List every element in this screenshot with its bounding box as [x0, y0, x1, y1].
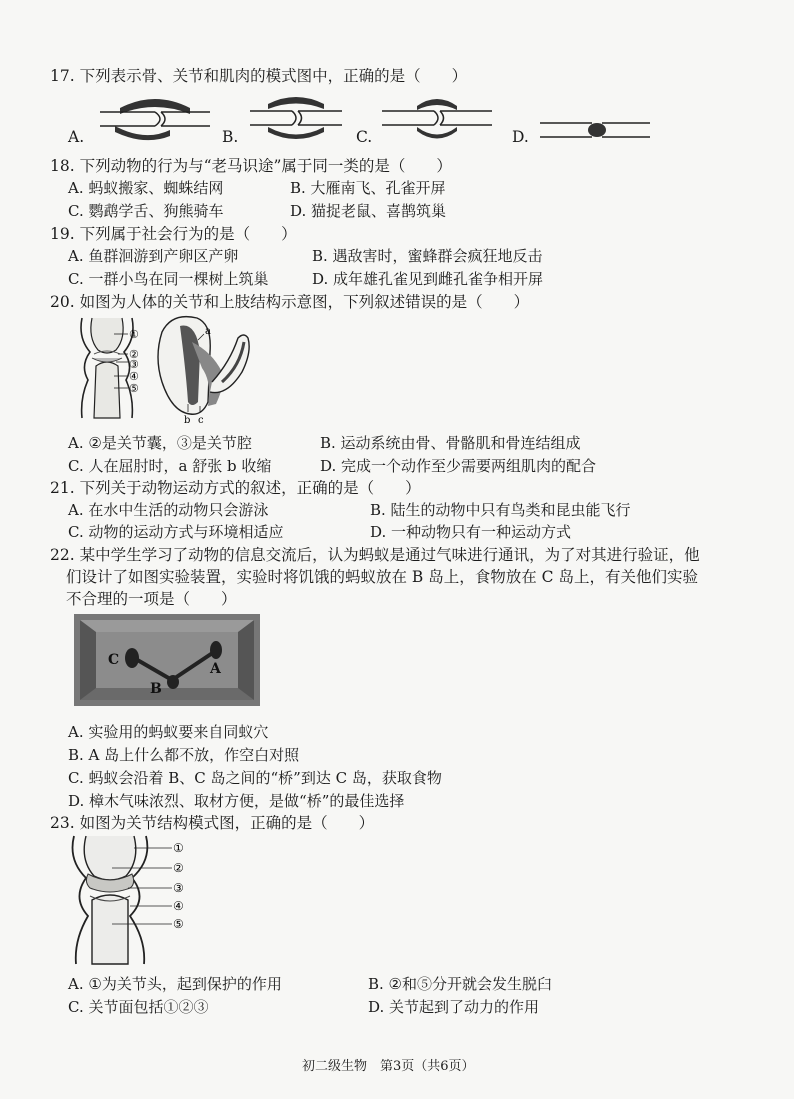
q20-mark-b: b [184, 415, 191, 426]
q18-option-b: B. 大雁南飞、孔雀开屏 [290, 179, 446, 197]
q23-mark-1: ① [173, 841, 184, 855]
q23-joint-figure [66, 836, 188, 964]
q22-ant-apparatus-figure [74, 614, 260, 706]
q22-stem-line2: 们设计了如图实验装置，实验时将饥饿的蚂蚁放在 B 岛上，食物放在 C 岛上，有关他们实验 [66, 568, 698, 586]
q20-arm-figure [152, 312, 262, 424]
q19-option-b: B. 遇敌害时，蜜蜂群会疯狂地反击 [312, 247, 543, 265]
q23-option-a: A. ①为关节头，起到保护的作用 [68, 975, 282, 993]
q23-option-d: D. 关节起到了动力的作用 [368, 998, 540, 1016]
q17-option-b-label: B. [222, 128, 239, 146]
q21-option-c: C. 动物的运动方式与环境相适应 [68, 523, 284, 541]
q20-mark-5: ⑤ [129, 382, 139, 395]
q21-option-a: A. 在水中生活的动物只会游泳 [68, 501, 269, 519]
q17-figure-a [95, 90, 215, 146]
q22-option-d: D. 樟木气味浓烈、取材方便，是做“桥”的最佳选择 [68, 792, 405, 810]
q20-option-b: B. 运动系统由骨、骨骼肌和骨连结组成 [320, 434, 581, 452]
q22-stem-line3: 不合理的一项是（ ） [66, 590, 237, 608]
q22-stem-line1: 22. 某中学生学习了动物的信息交流后，认为蚂蚁是通过气味进行通讯，为了对其进行验证，他 [50, 546, 700, 564]
q20-joint-figure [70, 318, 160, 418]
q20-mark-3: ③ [129, 358, 139, 371]
q19-option-c: C. 一群小鸟在同一棵树上筑巢 [68, 270, 269, 288]
q23-mark-4: ④ [173, 899, 184, 913]
q17-figure-d [540, 117, 650, 143]
q23-mark-5: ⑤ [173, 917, 184, 931]
q23-mark-2: ② [173, 861, 184, 875]
q18-option-c: C. 鹦鹉学舌、狗熊骑车 [68, 202, 224, 220]
q21-stem: 21. 下列关于动物运动方式的叙述，正确的是（ ） [50, 479, 421, 497]
q20-option-d: D. 完成一个动作至少需要两组肌肉的配合 [320, 457, 597, 475]
q20-option-a: A. ②是关节囊，③是关节腔 [68, 434, 252, 452]
q17-option-d-label: D. [512, 128, 529, 146]
q20-mark-2: ② [129, 348, 139, 361]
q22-option-b: B. A 岛上什么都不放，作空白对照 [68, 746, 300, 764]
q22-island-b-label: B [150, 681, 162, 697]
q19-option-d: D. 成年雄孔雀见到雌孔雀争相开屏 [312, 270, 544, 288]
q21-option-b: B. 陆生的动物中只有鸟类和昆虫能飞行 [370, 501, 631, 519]
q22-option-a: A. 实验用的蚂蚁要来自同蚁穴 [68, 723, 269, 741]
q18-option-a: A. 蚂蚁搬家、蜘蛛结网 [68, 179, 224, 197]
q17-figure-b [250, 94, 342, 144]
q20-mark-a: a [205, 326, 211, 337]
q17-option-c-label: C. [356, 128, 373, 146]
q23-stem: 23. 如图为关节结构模式图，正确的是（ ） [50, 814, 375, 832]
q18-stem: 18. 下列动物的行为与“老马识途”属于同一类的是（ ） [50, 157, 452, 175]
q20-mark-4: ④ [129, 370, 139, 383]
page-footer: 初二级生物 第3页（共6页） [302, 1059, 475, 1074]
q17-stem: 17. 下列表示骨、关节和肌肉的模式图中，正确的是（ ） [50, 67, 468, 85]
q20-mark-1: ① [129, 328, 139, 341]
q20-option-c: C. 人在屈肘时，a 舒张 b 收缩 [68, 457, 272, 475]
q22-island-a-label: A [210, 661, 221, 677]
q20-mark-c: c [198, 415, 204, 426]
q17-option-a-label: A. [68, 128, 85, 146]
q18-option-d: D. 猫捉老鼠、喜鹊筑巢 [290, 202, 447, 220]
q19-stem: 19. 下列属于社会行为的是（ ） [50, 225, 297, 243]
q19-option-a: A. 鱼群洄游到产卵区产卵 [68, 247, 239, 265]
q20-stem: 20. 如图为人体的关节和上肢结构示意图，下列叙述错误的是（ ） [50, 293, 530, 311]
q22-option-c: C. 蚂蚁会沿着 B、C 岛之间的“桥”到达 C 岛，获取食物 [68, 769, 442, 787]
q23-option-b: B. ②和⑤分开就会发生脱臼 [368, 975, 553, 993]
q17-figure-c [382, 94, 492, 144]
q21-option-d: D. 一种动物只有一种运动方式 [370, 523, 572, 541]
q23-mark-3: ③ [173, 881, 184, 895]
q22-island-c-label: C [108, 652, 120, 668]
q23-option-c: C. 关节面包括①②③ [68, 998, 209, 1016]
